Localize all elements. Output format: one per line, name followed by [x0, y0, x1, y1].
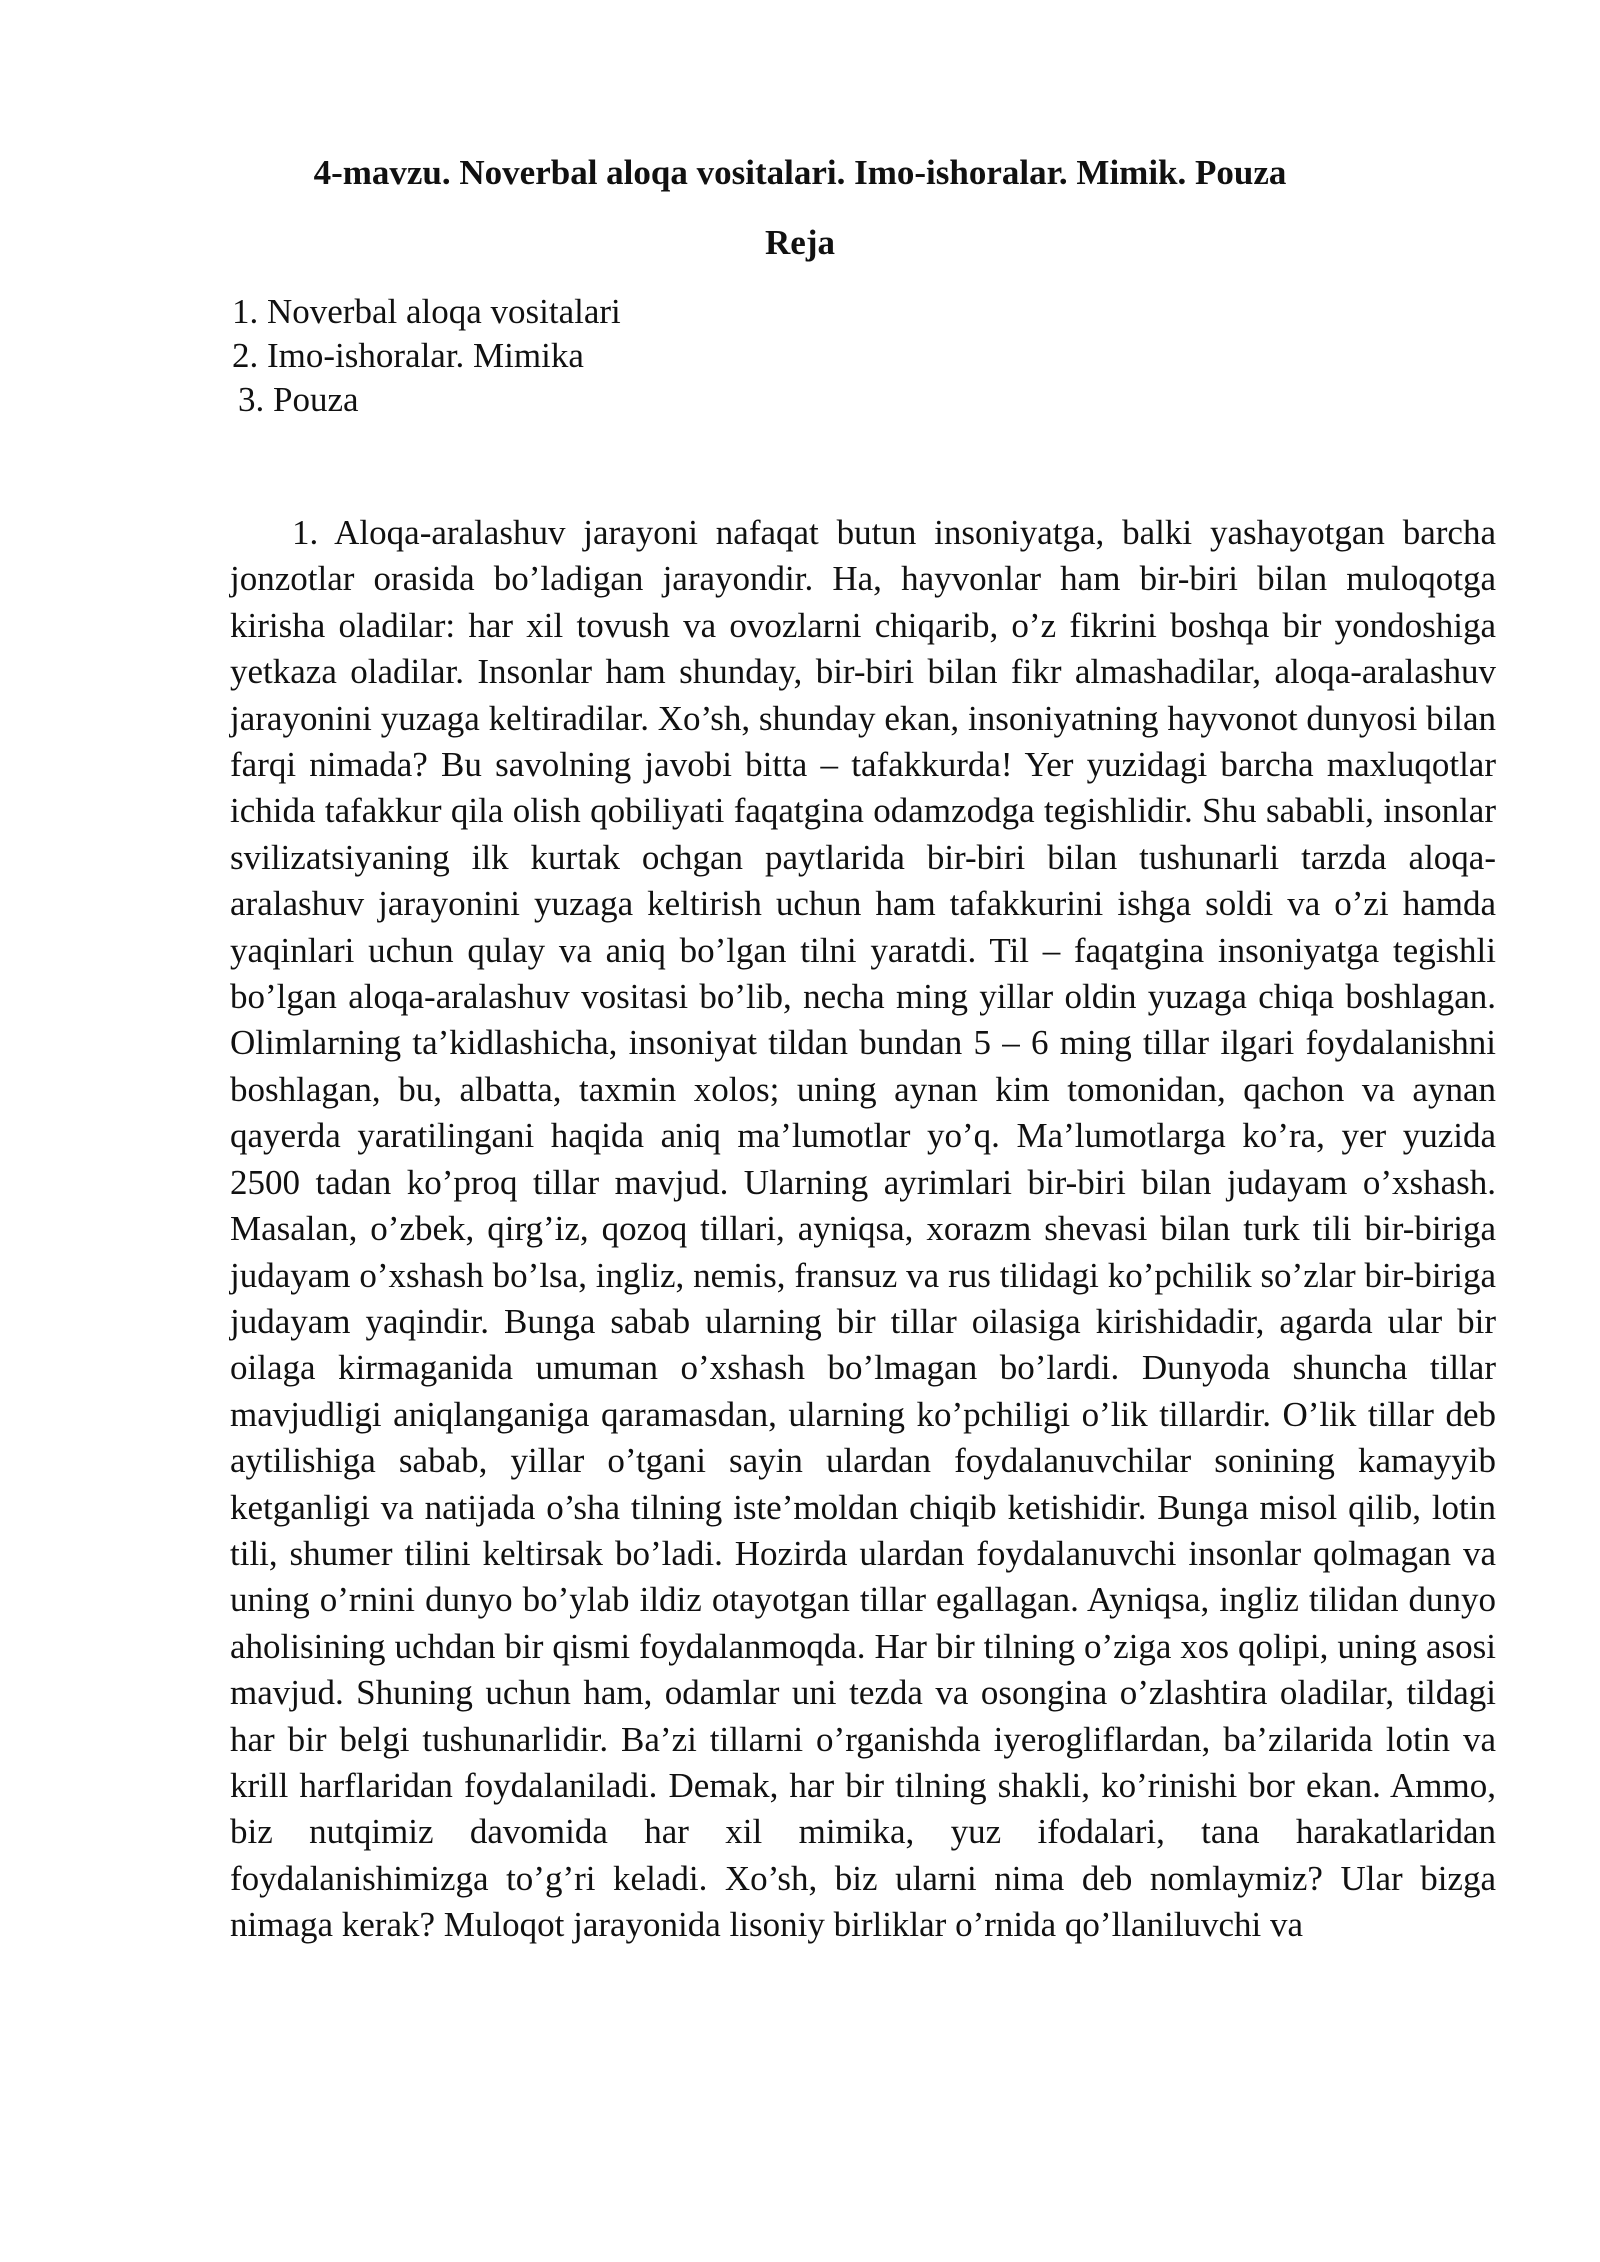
document-title: 4-mavzu. Noverbal aloqa vositalari. Imo-ishoralar. Mimik. Pouza [313, 153, 1287, 192]
body-paragraph: 1. Aloqa-aralashuv jarayoni nafaqat butun insoniyatga, balki yashayotgan barcha jonzotlar orasida bo’ladigan jarayondir. Ha, hayvonlar ham bir-biri bilan muloqotga kirisha oladilar: har xil tovush va ovozlarni chiqarib, o’z fikrini boshqa bir yondoshiga yetkaza oladilar. Insonlar ham shunday, bir-biri bilan fikr almashadilar, aloqa-aralashuv jarayonini yuzaga keltiradilar. Xo’sh, shunday ekan, insoniyatning hayvonot dunyosi bilan farqi nimada? Bu savolning javobi bitta – tafakkurda! Yer yuzidagi barcha maxluqotlar ichida tafakkur qila olish qobiliyati faqatgina odamzodga tegishlidir. Shu sababli, insonlar svilizatsiyaning ilk kurtak ochgan paytlarida bir-biri bilan tushunarli tarzda aloqa-aralashuv jarayonini yuzaga keltirish uchun ham tafakkurini ishga soldi va o’zi hamda yaqinlari uchun qulay va aniq bo’lgan tilni yaratdi. Til – faqatgina insoniyatga tegishli bo’lgan aloqa-aralashuv vositasi bo’lib, necha ming yillar oldin yuzaga chiqa boshlagan. Olimlarning ta’kidlashicha, insoniyat tildan bundan 5 – 6 ming tillar ilgari foydalanishni boshlagan, bu, albatta, taxmin xolos; uning aynan kim tomonidan, qachon va aynan qayerda yaratilingani haqida aniq ma’lumotlar yo’q. Ma’lumotlarga ko’ra, yer yuzida 2500 tadan ko’proq tillar mavjud. Ularning ayrimlari bir-biri bilan judayam o’xshash. Masalan, o’zbek, qirg’iz, qozoq tillari, ayniqsa, xorazm shevasi bilan turk tili bir-biriga judayam o’xshash bo’lsa, ingliz, nemis, fransuz va rus tilidagi ko’pchilik so’zlar bir-biriga judayam yaqindir. Bunga sabab ularning bir tillar oilasiga kirishidadir, agarda ular bir oilaga kirmaganida umuman o’xshash bo’lmagan bo’lardi. Dunyoda shuncha tillar mavjudligi aniqlanganiga qaramasdan, ularning ko’pchiligi o’lik tillardir. O’lik tillar deb aytilishiga sabab, yillar o’tgani sayin ulardan foydalanuvchilar sonining kamayyib ketganligi va natijada o’sha tilning iste’moldan chiqib ketishidir. Bunga misol qilib, lotin tili, shumer tilini keltirsak bo’ladi. Hozirda ulardan foydalanuvchi insonlar qolmagan va uning o’rnini dunyo bo’ylab ildiz otayotgan tillar egallagan. Ayniqsa, ingliz tilidan dunyo aholisining uchdan bir qismi foydalanmoqda. Har bir tilning o’ziga xos qolipi, uning asosi mavjud. Shuning uchun ham, odamlar uni tezda va osongina o’zlashtira oladilar, tildagi har bir belgi tushunarlidir. Ba’zi tillarni o’rganishda iyerogliflardan, ba’zilarida lotin va krill harflaridan foydalaniladi. Demak, har bir tilning shakli, ko’rinishi bor ekan. Ammo, biz nutqimiz davomida har xil mimika, yuz ifodalari, tana harakatlaridan foydalanishimizga to’g’ri keladi. Xo’sh, biz ularni nima deb nomlaymiz? Ular bizga nimaga kerak? Muloqot jarayonida lisoniy birliklar o’rnida qo’llaniluvchi va [230, 513, 1496, 1945]
plan-item: 2. Imo-ishoralar. Mimika [232, 336, 584, 375]
plan-item: 1. Noverbal aloqa vositalari [232, 292, 621, 331]
plan-heading: Reja [765, 223, 835, 262]
plan-list [232, 290, 621, 422]
plan-item: 3. Pouza [238, 380, 359, 419]
